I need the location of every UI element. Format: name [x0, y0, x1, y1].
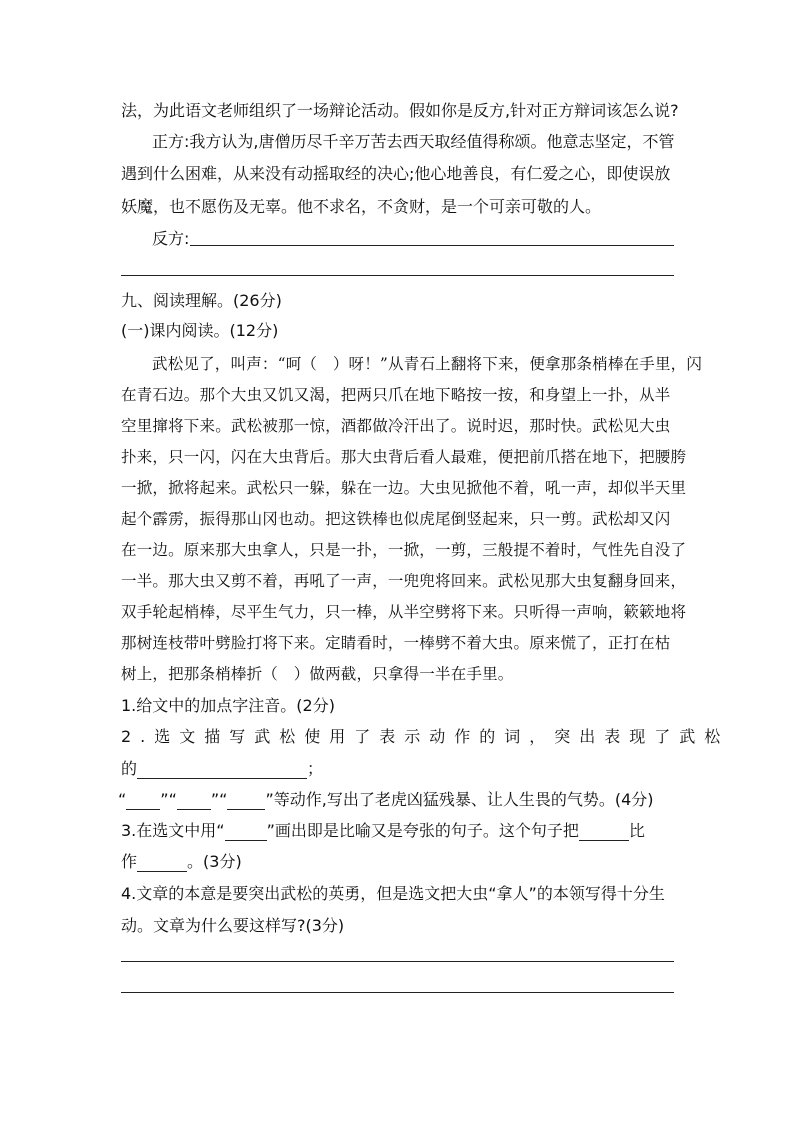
passage-line: 空里撺将下来。武松被那一惊，酒都做冷汗出了。说时迟，那时快。武松见大虫 [121, 417, 671, 435]
section-subtitle: (一)课内阅读。(12分) [121, 321, 279, 340]
section-title: 九、阅读理解。(26分) [121, 291, 282, 310]
q2-action-blank-3[interactable] [227, 793, 265, 810]
q3-mark-blank[interactable] [225, 824, 267, 841]
passage-line: 武松见了，叫声：“呵（ ）呀！”从青石上翻将下来，便拿那条梢棒在手里，闪 [152, 355, 703, 373]
q4-answer-line-2[interactable] [121, 992, 674, 993]
passage-line: 那树连枝带叶劈脸打将下来。定睛看时，一棒劈不着大虫。原来慌了，正打在枯 [121, 634, 671, 652]
q2-quote-mid-2: ”“ [210, 790, 228, 809]
q3-blank-1[interactable] [579, 824, 629, 841]
q2-de: 的 [121, 759, 138, 778]
question-4-line-2: 动。文章为什么要这样写?(3分) [121, 916, 345, 935]
fan-fang-answer-line-2[interactable] [121, 275, 674, 276]
passage-line: 起个霹雳，振得那山冈也动。把这铁棒也似虎尾倒竖起来，只一剪。武松却又闪 [121, 510, 671, 528]
q2-semicolon: ； [307, 759, 324, 778]
passage-line: 在一边。原来那大虫拿人，只是一扑，一掀，一剪，三般提不着时，气性先自没了 [121, 541, 687, 559]
q3-text-2: ”画出即是比喻又是夸张的句子。这个句子把 [266, 821, 579, 840]
q3-text-5: 。(3分) [187, 852, 242, 871]
q2-quote-open: “ [118, 790, 127, 809]
zheng-fang-line-3: 妖魔，也不愿伤及无辜。他不求名，不贪财，是一个可亲可敬的人。 [121, 197, 602, 216]
q3-text-3: 比 [628, 821, 645, 840]
passage-line: 在青石边。那个大虫又饥又渴，把两只爪在地下略按一按，和身望上一扑，从半 [121, 386, 671, 404]
fan-fang-answer-line[interactable] [190, 245, 674, 246]
zheng-fang-line-2: 遇到什么困难，从来没有动摇取经的决心;他心地善良，有仁爱之心，即使误放 [121, 164, 671, 183]
question-2-line-3 [118, 790, 671, 810]
passage-line: 双手轮起梢棒，尽平生气力，只一棒，从半空劈将下来。只听得一声响，簌簌地将 [121, 603, 687, 621]
question-1: 1.给文中的加点字注音。(2分) [121, 696, 335, 715]
q2-quote-mid-1: ”“ [160, 790, 177, 809]
q2-quote-close: ”等动作,写出了老虎凶猛残暴、让人生畏的气势。(4分) [265, 790, 654, 809]
question-2-line-2 [121, 759, 674, 779]
question-3-line-2 [121, 852, 674, 872]
q2-answer-blank[interactable] [137, 762, 307, 779]
passage-line: 树上，把那条梢棒折（ ）做两截，只拿得一半在手里。 [121, 665, 514, 683]
q4-answer-line-1[interactable] [121, 961, 674, 962]
q3-blank-2[interactable] [137, 855, 187, 872]
question-4-line-1: 4.文章的本意是要突出武松的英勇，但是选文把大虫“拿人”的本领写得十分生 [121, 884, 665, 903]
passage-line: 一掀，掀将起来。武松只一躲，躲在一边。大虫见掀他不着，吼一声，却似半天里 [121, 479, 687, 497]
intro-line: 法，为此语文老师组织了一场辩论活动。假如你是反方,针对正方辩词该怎么说? [121, 101, 679, 120]
question-3-line-1 [121, 821, 674, 841]
fan-fang-label [152, 229, 674, 249]
q3-text-4: 作 [121, 852, 138, 871]
passage-line: 扑来，只一闪，闪在大虫背后。那大虫背后看人最难，便把前爪搭在地下，把腰胯 [121, 448, 687, 466]
question-2-line-1: 2.选文描写武松使用了表示动作的词，突出表现了武松 [121, 727, 730, 746]
q2-action-blank-1[interactable] [126, 793, 160, 810]
q2-action-blank-2[interactable] [177, 793, 211, 810]
passage-line: 一半。那大虫又剪不着，再吼了一声，一兜兜将回来。武松见那大虫复翻身回来， [121, 572, 687, 590]
fan-fang-text: 反方: [152, 229, 190, 248]
q3-text-1: 3.在选文中用“ [121, 821, 225, 840]
zheng-fang-line-1: 正方:我方认为,唐僧历尽千辛万苦去西天取经值得称颂。他意志坚定，不管 [152, 132, 675, 151]
